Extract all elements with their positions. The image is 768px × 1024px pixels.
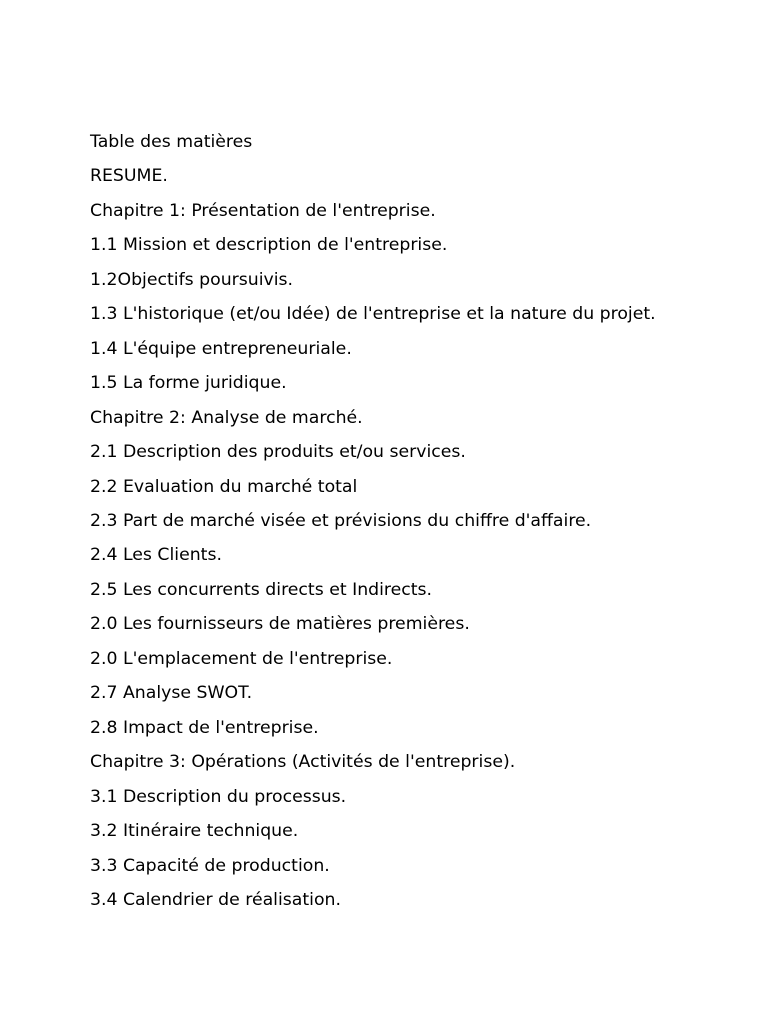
toc-entry-3-3: 3.3 Capacité de production. [90, 855, 330, 876]
toc-entry-1-2: 1.2Objectifs poursuivis. [90, 269, 294, 290]
toc-entry-1-3: 1.3 L'historique (et/ou Idée) de l'entreprise et la nature du projet. [90, 304, 656, 325]
table-of-contents [90, 125, 730, 917]
toc-title: Table des matières [90, 132, 253, 152]
toc-entry-2-7: 2.7 Analyse SWOT. [90, 683, 253, 704]
toc-chapter-1: Chapitre 1: Présentation de l'entreprise. [90, 200, 436, 221]
toc-entry-2-2: 2.2 Evaluation du marché total [90, 476, 358, 497]
toc-entry-resume: RESUME. [90, 166, 168, 187]
toc-entry-2-6b: 2.0 L'emplacement de l'entreprise. [90, 648, 393, 669]
toc-entry-2-8: 2.8 Impact de l'entreprise. [90, 717, 319, 738]
toc-entry-3-1: 3.1 Description du processus. [90, 786, 347, 807]
toc-entry-2-4: 2.4 Les Clients. [90, 545, 222, 566]
toc-entry-1-1: 1.1 Mission et description de l'entreprise. [90, 235, 448, 256]
toc-entry-2-3: 2.3 Part de marché visée et prévisions du chiffre d'affaire. [90, 510, 592, 531]
toc-entry-2-1: 2.1 Description des produits et/ou services. [90, 442, 466, 463]
toc-entry-1-5: 1.5 La forme juridique. [90, 373, 287, 394]
toc-entry-3-2: 3.2 Itinéraire technique. [90, 821, 299, 842]
toc-chapter-3: Chapitre 3: Opérations (Activités de l'entreprise). [90, 752, 516, 773]
toc-entry-1-4: 1.4 L'équipe entrepreneuriale. [90, 338, 352, 359]
toc-entry-3-4: 3.4 Calendrier de réalisation. [90, 889, 341, 910]
toc-entry-2-6: 2.0 Les fournisseurs de matières premières. [90, 614, 470, 635]
toc-entry-2-5: 2.5 Les concurrents directs et Indirects. [90, 579, 433, 600]
toc-chapter-2: Chapitre 2: Analyse de marché. [90, 407, 363, 428]
